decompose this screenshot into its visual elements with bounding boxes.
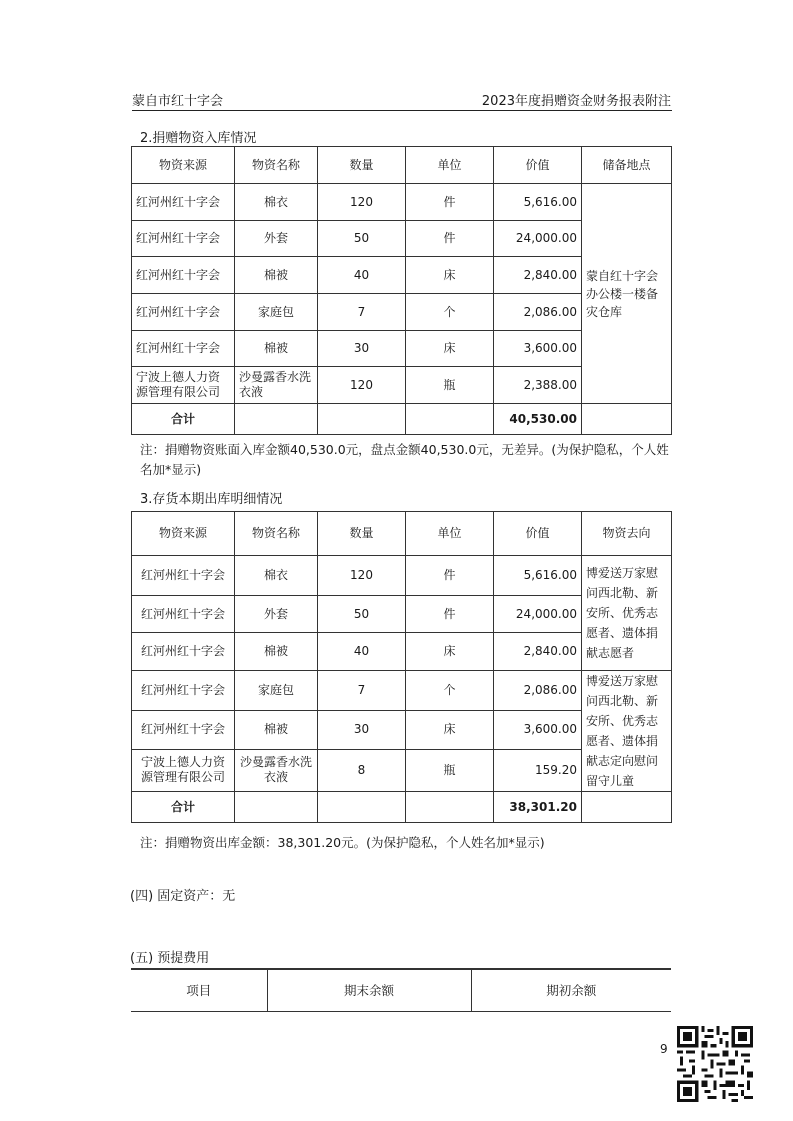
cell-unit: 个: [406, 671, 494, 711]
col-header-location: 储备地点: [582, 147, 672, 184]
col-header-destination: 物资去向: [582, 512, 672, 556]
col-header-qty: 数量: [318, 512, 406, 556]
cell-unit: 件: [406, 596, 494, 633]
total-row: [132, 404, 672, 435]
col-header-opening-balance: 期初余额: [471, 970, 671, 1012]
table-header-row: [132, 512, 672, 556]
col-header-value: 价值: [494, 512, 582, 556]
table-row: [132, 556, 672, 596]
cell-name: 棉被: [235, 710, 318, 749]
col-header-unit: 单位: [406, 512, 494, 556]
cell-name: 棉衣: [235, 184, 318, 221]
cell-source: 红河州红十字会: [132, 633, 235, 671]
cell-source: 红河州红十字会: [132, 331, 235, 367]
col-header-qty: 数量: [318, 147, 406, 184]
cell-name: 沙曼露香水洗衣液: [235, 749, 318, 791]
cell-name: 外套: [235, 221, 318, 257]
cell-source: 红河州红十字会: [132, 257, 235, 294]
accrued-expenses-table: [131, 969, 671, 1012]
section3-note: 注：捐赠物资出库金额：38,301.20元。(为保护隐私，个人姓名加*显示): [140, 835, 545, 850]
total-value: 40,530.00: [494, 404, 582, 435]
col-header-name: 物资名称: [235, 147, 318, 184]
cell-name: 家庭包: [235, 294, 318, 331]
section5-title: (五) 预提费用: [130, 951, 210, 966]
cell-value: 24,000.00: [494, 596, 582, 633]
cell-value: 24,000.00: [494, 221, 582, 257]
total-value: 38,301.20: [494, 792, 582, 823]
header-divider: [132, 110, 672, 111]
cell-qty: 8: [318, 749, 406, 791]
header-report-title: 2023年度捐赠资金财务报表附注: [481, 94, 671, 109]
cell-destination: 博爱送万家慰问西北勒、新安所、优秀志愿者、遗体捐献志愿者: [582, 556, 672, 671]
col-header-name: 物资名称: [235, 512, 318, 556]
cell-source: 红河州红十字会: [132, 556, 235, 596]
cell-source: 红河州红十字会: [132, 710, 235, 749]
cell-qty: 40: [318, 633, 406, 671]
col-header-value: 价值: [494, 147, 582, 184]
cell-source: 宁波上德人力资源管理有限公司: [132, 367, 235, 404]
cell-name: 棉被: [235, 331, 318, 367]
col-header-unit: 单位: [406, 147, 494, 184]
section2-note: 注：捐赠物资账面入库金额40,530.0元，盘点金额40,530.0元，无差异。(为保护隐私，个人姓名加*显示): [140, 442, 669, 477]
cell-unit: 瓶: [406, 749, 494, 791]
cell-value: 2,388.00: [494, 367, 582, 404]
cell-value: 5,616.00: [494, 556, 582, 596]
cell-qty: 30: [318, 331, 406, 367]
cell-qty: 120: [318, 556, 406, 596]
cell-name: 棉被: [235, 257, 318, 294]
cell-source: 红河州红十字会: [132, 596, 235, 633]
cell-value: 5,616.00: [494, 184, 582, 221]
cell-source: 红河州红十字会: [132, 671, 235, 711]
col-header-source: 物资来源: [132, 512, 235, 556]
table-header-row: [131, 970, 671, 1012]
cell-value: 3,600.00: [494, 331, 582, 367]
cell-source: 宁波上德人力资源管理有限公司: [132, 749, 235, 791]
table-row: [132, 184, 672, 221]
cell-qty: 40: [318, 257, 406, 294]
cell-source: 红河州红十字会: [132, 184, 235, 221]
cell-value: 2,086.00: [494, 294, 582, 331]
cell-name: 家庭包: [235, 671, 318, 711]
cell-unit: 床: [406, 331, 494, 367]
cell-destination: 博爱送万家慰问西北勒、新安所、优秀志愿者、遗体捐献志定向慰问留守儿童: [582, 671, 672, 792]
cell-qty: 30: [318, 710, 406, 749]
cell-qty: 120: [318, 367, 406, 404]
cell-value: 159.20: [494, 749, 582, 791]
total-row: [132, 792, 672, 823]
section2-title: 2.捐赠物资入库情况: [140, 131, 257, 146]
qr-code-icon: [677, 1026, 753, 1102]
cell-unit: 瓶: [406, 367, 494, 404]
page-number: 9: [660, 1042, 668, 1056]
cell-name: 棉衣: [235, 556, 318, 596]
cell-unit: 件: [406, 221, 494, 257]
cell-unit: 件: [406, 184, 494, 221]
total-label: 合计: [132, 404, 235, 435]
section3-title: 3.存货本期出库明细情况: [140, 492, 283, 507]
cell-unit: 件: [406, 556, 494, 596]
col-header-source: 物资来源: [132, 147, 235, 184]
cell-unit: 床: [406, 710, 494, 749]
cell-unit: 床: [406, 633, 494, 671]
cell-value: 2,086.00: [494, 671, 582, 711]
table-row: [132, 671, 672, 711]
cell-qty: 50: [318, 221, 406, 257]
cell-value: 2,840.00: [494, 257, 582, 294]
col-header-item: 项目: [131, 970, 267, 1012]
col-header-closing-balance: 期末余额: [267, 970, 471, 1012]
table-header-row: [132, 147, 672, 184]
cell-unit: 床: [406, 257, 494, 294]
header-org-name: 蒙自市红十字会: [132, 94, 224, 109]
cell-name: 棉被: [235, 633, 318, 671]
cell-qty: 7: [318, 671, 406, 711]
total-label: 合计: [132, 792, 235, 823]
cell-unit: 个: [406, 294, 494, 331]
inbound-table: [131, 146, 672, 435]
outbound-table: [131, 511, 672, 823]
cell-qty: 50: [318, 596, 406, 633]
cell-value: 3,600.00: [494, 710, 582, 749]
cell-name: 沙曼露香水洗衣液: [235, 367, 318, 404]
cell-source: 红河州红十字会: [132, 221, 235, 257]
cell-name: 外套: [235, 596, 318, 633]
section4-title: (四) 固定资产：无: [130, 889, 236, 904]
cell-storage-location: 蒙自红十字会办公楼一楼备灾仓库: [582, 184, 672, 404]
cell-value: 2,840.00: [494, 633, 582, 671]
cell-qty: 120: [318, 184, 406, 221]
cell-qty: 7: [318, 294, 406, 331]
cell-source: 红河州红十字会: [132, 294, 235, 331]
